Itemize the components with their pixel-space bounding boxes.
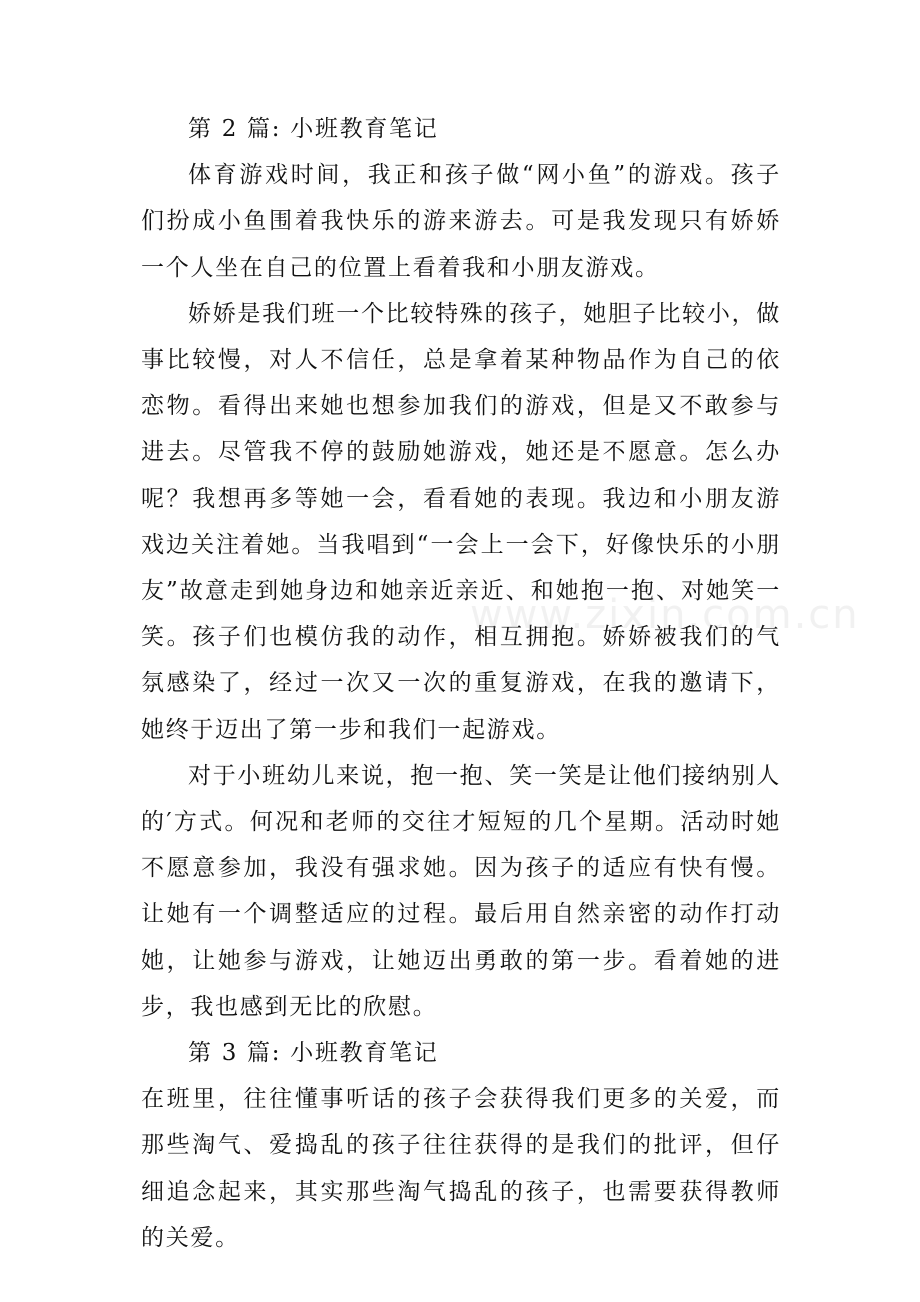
paragraph: 娇娇是我们班一个比较特殊的孩子，她胆子比较小，做事比较慢，对人不信任，总是拿着某种物品作为自己的依恋物。看得出来她也想参加我们的游戏，但是又不敢参与进去。尽管我不停的鼓励她游戏，她还是不愿意。怎么办呢？我想再多等她一会，看看她的表现。我边和小朋友游戏边关注着她。当我唱到“一会上一会下，好像快乐的小朋友”故意走到她身边和她亲近亲近、和她抱一抱、对她笑一笑。孩子们也模仿我的动作，相互拥抱。娇娇被我们的气氛感染了，经过一次又一次的重复游戏，在我的邀请下，她终于迈出了第一步和我们一起游戏。 <box>141 300 781 743</box>
paragraph: 在班里，往往懂事听话的孩子会获得我们更多的关爱，而那些淘气、爱捣乱的孩子往往获得的是我们的批评，但仔细追念起来，其实那些淘气捣乱的孩子，也需要获得教师的关爱。 <box>141 1086 781 1251</box>
document-body <box>141 106 781 1261</box>
watermark: www.zixin.com.cn <box>470 592 860 638</box>
section-heading: 第 2 篇: 小班教育笔记 <box>188 116 439 142</box>
section-heading: 第 3 篇: 小班教育笔记 <box>188 1040 439 1067</box>
paragraph: 对于小班幼儿来说，抱一抱、笑一笑是让他们接纳别人的′方式。何况和老师的交往才短短的几个星期。活动时她不愿意参加，我没有强求她。因为孩子的适应有快有慢。让她有一个调整适应的过程。最后用自然亲密的动作打动她，让她参与游戏，让她迈出勇敢的第一步。看着她的进步，我也感到无比的欣慰。 <box>141 762 781 1020</box>
paragraph: 体育游戏时间，我正和孩子做“网小鱼”的游戏。孩子们扮成小鱼围着我快乐的游来游去。可是我发现只有娇娇一个人坐在自己的位置上看着我和小朋友游戏。 <box>141 162 781 281</box>
